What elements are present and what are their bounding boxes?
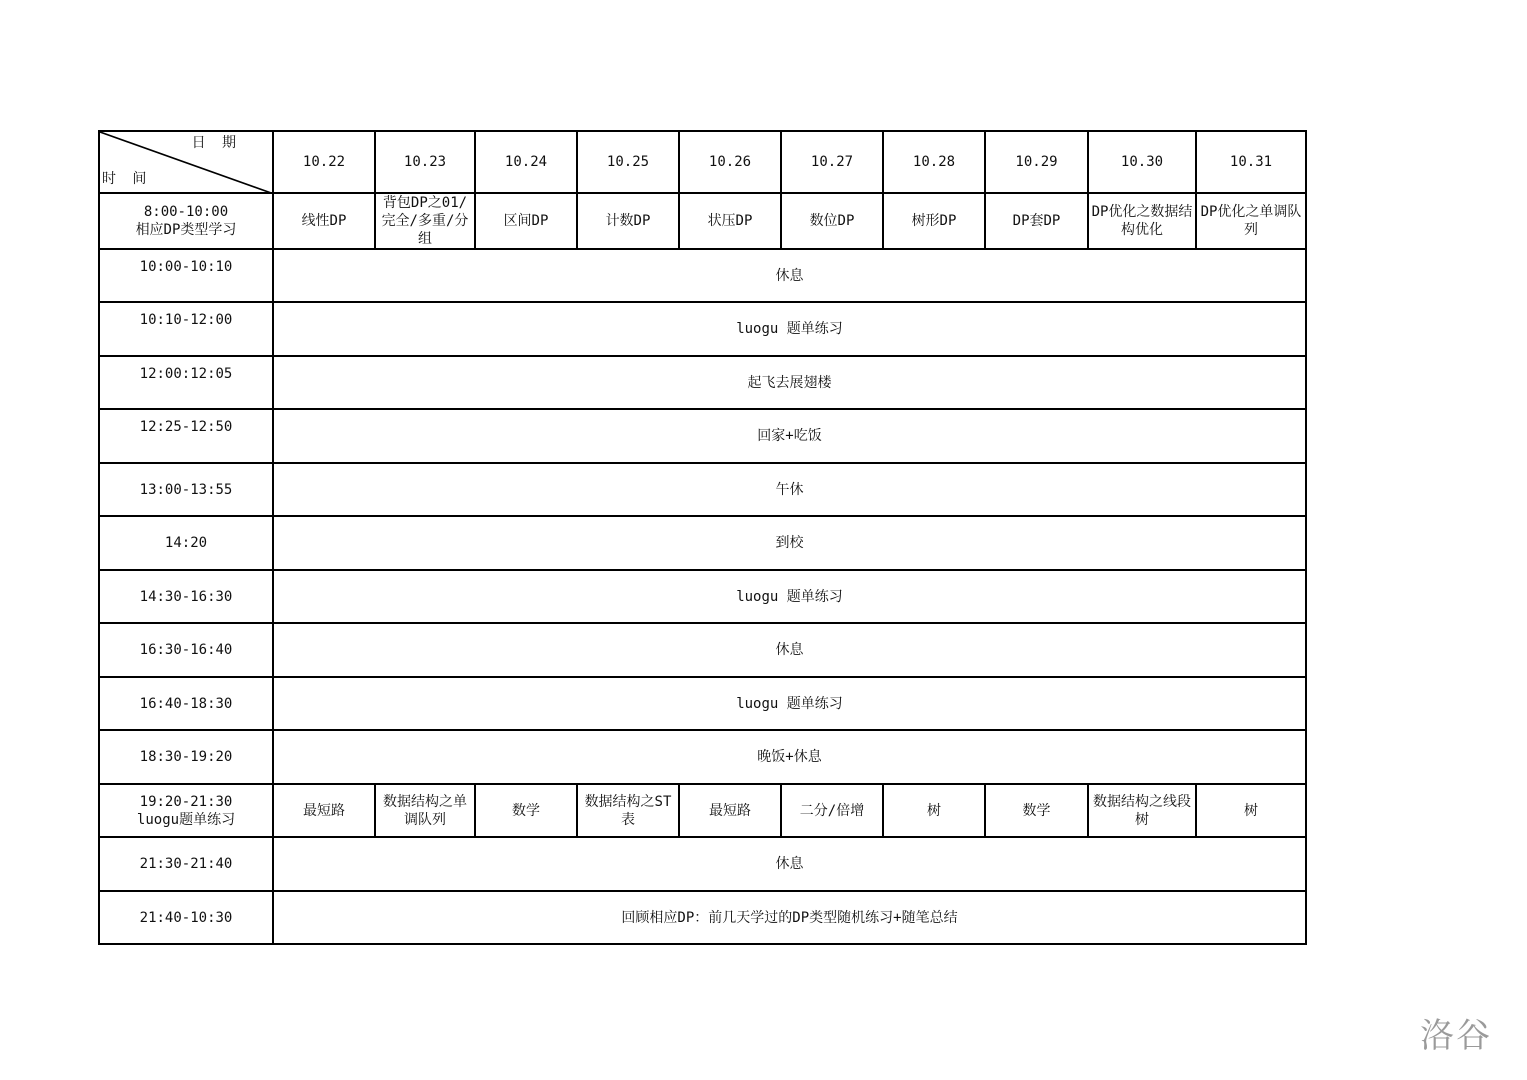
time-cell: 18:30-19:20	[99, 730, 273, 784]
header-row	[99, 131, 1306, 193]
topic-cell: 树形DP	[883, 193, 985, 249]
topic-cell: 最短路	[679, 784, 781, 837]
time-cell: 12:00:12:05	[99, 356, 273, 409]
activity-cell: 休息	[273, 837, 1306, 891]
activity-cell: 休息	[273, 249, 1306, 302]
time-cell: 10:10-12:00	[99, 302, 273, 356]
time-cell: 14:30-16:30	[99, 570, 273, 623]
topic-cell: 数学	[475, 784, 577, 837]
time-cell	[99, 193, 273, 249]
date-header-cell: 10.22	[273, 131, 375, 193]
time-cell: 13:00-13:55	[99, 463, 273, 516]
schedule-row	[99, 623, 1306, 677]
activity-cell: luogu 题单练习	[273, 570, 1306, 623]
time-cell: 14:20	[99, 516, 273, 570]
schedule-row	[99, 463, 1306, 516]
topic-cell: 数据结构之ST表	[577, 784, 679, 837]
date-header-cell: 10.28	[883, 131, 985, 193]
time-cell: 12:25-12:50	[99, 409, 273, 463]
time-range: 8:00-10:00	[143, 204, 229, 220]
time-cell: 21:40-10:30	[99, 891, 273, 944]
time-cell: 16:30-16:40	[99, 623, 273, 677]
time-cell	[99, 784, 273, 837]
schedule-row	[99, 249, 1306, 302]
topic-cell: 数学	[985, 784, 1088, 837]
schedule-row	[99, 356, 1306, 409]
schedule-row	[99, 730, 1306, 784]
topic-cell: 树	[1196, 784, 1306, 837]
topic-cell: 数位DP	[781, 193, 883, 249]
topic-cell: 线性DP	[273, 193, 375, 249]
time-cell: 21:30-21:40	[99, 837, 273, 891]
morning-topic-row	[99, 193, 1306, 249]
date-header-cell: 10.26	[679, 131, 781, 193]
time-cell: 16:40-18:30	[99, 677, 273, 730]
schedule-row	[99, 837, 1306, 891]
schedule-row	[99, 409, 1306, 463]
date-header-cell: 10.29	[985, 131, 1088, 193]
date-header-cell: 10.30	[1088, 131, 1196, 193]
schedule-row	[99, 570, 1306, 623]
activity-cell: luogu 题单练习	[273, 302, 1306, 356]
topic-cell: 区间DP	[475, 193, 577, 249]
topic-cell: DP优化之数据结构优化	[1088, 193, 1196, 249]
time-axis-label: 时 间	[102, 171, 151, 187]
topic-cell: DP套DP	[985, 193, 1088, 249]
date-header-cell: 10.23	[375, 131, 475, 193]
activity-cell: 起飞去展翅楼	[273, 356, 1306, 409]
topic-cell: 树	[883, 784, 985, 837]
topic-cell: 二分/倍增	[781, 784, 883, 837]
luogu-watermark: 洛谷	[1420, 1016, 1492, 1056]
topic-cell: 计数DP	[577, 193, 679, 249]
activity-cell: luogu 题单练习	[273, 677, 1306, 730]
time-cell: 10:00-10:10	[99, 249, 273, 302]
time-description: luogu题单练习	[136, 811, 236, 828]
date-header-cell: 10.25	[577, 131, 679, 193]
activity-cell: 回顾相应DP：前几天学过的DP类型随机练习+随笔总结	[273, 891, 1306, 944]
corner-header-cell	[99, 131, 273, 193]
topic-cell: 最短路	[273, 784, 375, 837]
schedule-table	[98, 130, 1307, 945]
topic-cell: DP优化之单调队列	[1196, 193, 1306, 249]
activity-cell: 回家+吃饭	[273, 409, 1306, 463]
schedule-row	[99, 891, 1306, 944]
time-description: 相应DP类型学习	[135, 222, 237, 238]
date-axis-label: 日 期	[191, 135, 240, 151]
activity-cell: 到校	[273, 516, 1306, 570]
date-header-cell: 10.24	[475, 131, 577, 193]
activity-cell: 休息	[273, 623, 1306, 677]
topic-cell: 状压DP	[679, 193, 781, 249]
activity-cell: 晚饭+休息	[273, 730, 1306, 784]
topic-cell: 背包DP之01/完全/多重/分组	[375, 193, 475, 249]
topic-cell: 数据结构之线段树	[1088, 784, 1196, 837]
schedule-row	[99, 302, 1306, 356]
date-header-cell: 10.27	[781, 131, 883, 193]
schedule-row	[99, 677, 1306, 730]
date-header-cell: 10.31	[1196, 131, 1306, 193]
activity-cell: 午休	[273, 463, 1306, 516]
time-range: 19:20-21:30	[139, 793, 233, 810]
topic-cell: 数据结构之单调队列	[375, 784, 475, 837]
evening-topic-row	[99, 784, 1306, 837]
schedule-row	[99, 516, 1306, 570]
